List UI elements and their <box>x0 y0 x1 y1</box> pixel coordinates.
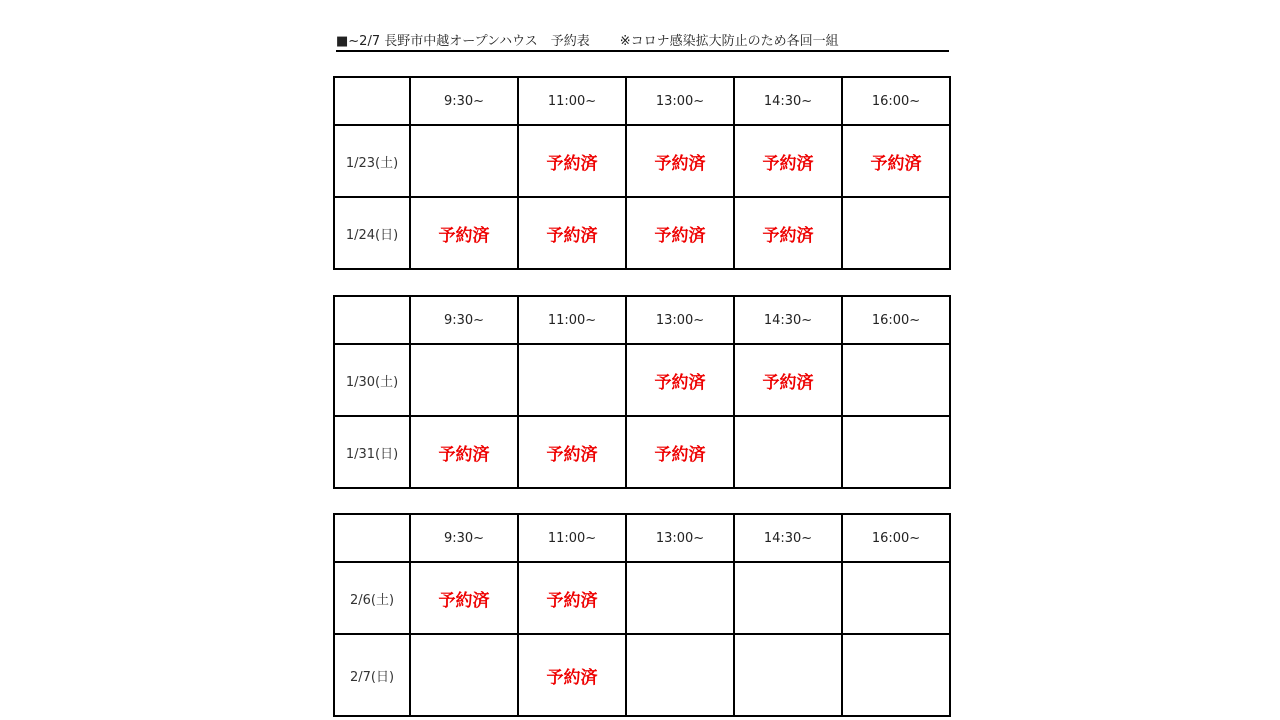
slot-cell <box>518 562 626 634</box>
header-time-slot: 11:00~ <box>518 77 626 125</box>
document-title <box>336 34 949 52</box>
header-time-slot: 14:30~ <box>734 514 842 562</box>
table-row <box>334 634 950 716</box>
booking-status: 予約済 <box>546 225 598 246</box>
schedule-table-week-2 <box>333 295 951 489</box>
booking-status: 予約済 <box>870 153 922 174</box>
slot-cell <box>842 197 950 269</box>
slot-cell <box>734 562 842 634</box>
date-cell: 1/24(日) <box>334 197 410 269</box>
slot-cell <box>518 344 626 416</box>
slot-cell <box>626 344 734 416</box>
slot-cell <box>842 416 950 488</box>
title-note: ※コロナ感染拡大防止のため各回一組 <box>619 34 839 49</box>
date-cell: 1/23(土) <box>334 125 410 197</box>
booking-status: 予約済 <box>654 153 706 174</box>
header-row <box>334 296 950 344</box>
table-row <box>334 562 950 634</box>
date-cell: 1/30(土) <box>334 344 410 416</box>
slot-cell <box>626 562 734 634</box>
slot-cell <box>626 125 734 197</box>
header-time-slot: 9:30~ <box>410 77 518 125</box>
header-time-slot: 16:00~ <box>842 514 950 562</box>
header-time-slot: 14:30~ <box>734 77 842 125</box>
booking-status: 予約済 <box>762 225 814 246</box>
slot-cell <box>518 125 626 197</box>
booking-status: 予約済 <box>762 372 814 393</box>
table-row <box>334 344 950 416</box>
slot-cell <box>626 634 734 716</box>
title-main: ■~2/7 長野市中越オープンハウス 予約表 <box>336 34 590 49</box>
slot-cell <box>734 634 842 716</box>
header-time-slot: 11:00~ <box>518 296 626 344</box>
slot-cell <box>734 416 842 488</box>
booking-status: 予約済 <box>546 590 598 611</box>
table-row <box>334 197 950 269</box>
slot-cell <box>734 197 842 269</box>
slot-cell <box>842 344 950 416</box>
slot-cell <box>518 416 626 488</box>
header-time-slot: 16:00~ <box>842 77 950 125</box>
booking-status: 予約済 <box>654 225 706 246</box>
booking-status: 予約済 <box>546 153 598 174</box>
header-row <box>334 77 950 125</box>
header-time-slot: 14:30~ <box>734 296 842 344</box>
slot-cell <box>410 125 518 197</box>
slot-cell <box>410 634 518 716</box>
table-row <box>334 416 950 488</box>
header-row <box>334 514 950 562</box>
booking-status: 予約済 <box>438 225 490 246</box>
header-corner <box>334 514 410 562</box>
slot-cell <box>518 634 626 716</box>
header-time-slot: 13:00~ <box>626 77 734 125</box>
slot-cell <box>734 344 842 416</box>
booking-status: 予約済 <box>654 444 706 465</box>
slot-cell <box>734 125 842 197</box>
booking-status: 予約済 <box>438 444 490 465</box>
header-time-slot: 13:00~ <box>626 514 734 562</box>
slot-cell <box>518 197 626 269</box>
header-corner <box>334 296 410 344</box>
slot-cell <box>410 197 518 269</box>
table-row <box>334 125 950 197</box>
header-time-slot: 9:30~ <box>410 514 518 562</box>
slot-cell <box>410 416 518 488</box>
date-cell: 1/31(日) <box>334 416 410 488</box>
slot-cell <box>626 197 734 269</box>
booking-status: 予約済 <box>546 667 598 688</box>
date-cell: 2/7(日) <box>334 634 410 716</box>
schedule-table-week-1 <box>333 76 951 270</box>
booking-status: 予約済 <box>546 444 598 465</box>
slot-cell <box>842 125 950 197</box>
header-time-slot: 11:00~ <box>518 514 626 562</box>
header-time-slot: 9:30~ <box>410 296 518 344</box>
header-corner <box>334 77 410 125</box>
booking-status: 予約済 <box>438 590 490 611</box>
slot-cell <box>842 634 950 716</box>
booking-status: 予約済 <box>654 372 706 393</box>
header-time-slot: 13:00~ <box>626 296 734 344</box>
schedule-table-week-3 <box>333 513 951 717</box>
slot-cell <box>410 562 518 634</box>
date-cell: 2/6(土) <box>334 562 410 634</box>
header-time-slot: 16:00~ <box>842 296 950 344</box>
slot-cell <box>842 562 950 634</box>
slot-cell <box>410 344 518 416</box>
booking-status: 予約済 <box>762 153 814 174</box>
slot-cell <box>626 416 734 488</box>
